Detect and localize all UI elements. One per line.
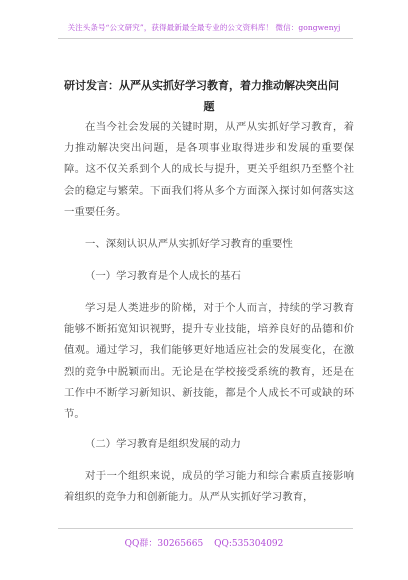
qq-group-number: QQ群：30265665 [124, 539, 204, 549]
subsection-2-paragraph: 对于一个组织来说，成员的学习能力和综合素质直接影响着组织的竞争力和创新能力。从严从实抓好学习教育， [64, 470, 354, 504]
section-heading-1: 一、深刻认识从严从实抓好学习教育的重要性 [85, 238, 293, 250]
title-line-2: 题 [203, 100, 215, 113]
header-divider [58, 38, 353, 39]
footer-divider [58, 528, 353, 529]
footer-contact [0, 536, 408, 549]
intro-paragraph: 在当今社会发展的关键时期，从严从实抓好学习教育，着力推动解决突出问题，是各项事业取得进步和发展的重要保障。这不仅关系到个人的成长与提升，更关乎组织乃至整个社会的稳定与繁荣。下面我们将从多个方面深入探讨如何落实这一重要任务。 [64, 121, 354, 218]
subheading-2: （二）学习教育是组织发展的动力 [85, 438, 241, 450]
subheading-1: （一）学习教育是个人成长的基石 [85, 270, 241, 282]
document-title [64, 75, 354, 117]
qq-number: QQ:535304092 [214, 539, 284, 549]
subsection-1-paragraph: 学习是人类进步的阶梯，对于个人而言，持续的学习教育能够不断拓宽知识视野，提升专业技能，培养良好的品德和价值观。通过学习，我们能够更好地适应社会的发展变化，在激烈的竞争中脱颖而出。无论是在学校接受系统的教育，还是在工作中不断学习新知识、新技能，都是个人成长不可或缺的环节。 [64, 302, 354, 421]
title-line-1: 研讨发言：从严从实抓好学习教育，着力推动解决突出问 [64, 79, 339, 92]
header-banner: 关注头条号“公文研究”，获得最新最全最专业的公文资料库！ 微信：gongwenyj [67, 23, 341, 32]
